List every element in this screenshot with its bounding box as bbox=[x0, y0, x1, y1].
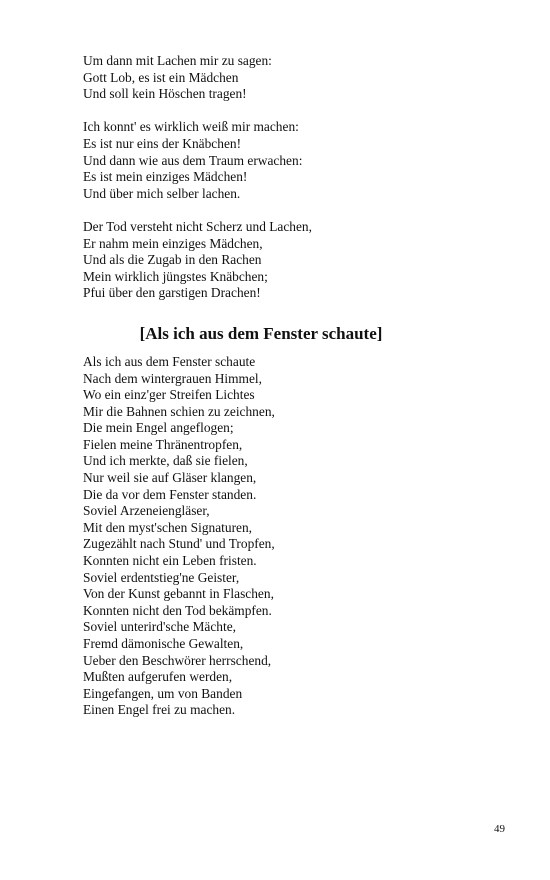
poem-line: Als ich aus dem Fenster schaute bbox=[83, 353, 256, 369]
page-number: 49 bbox=[494, 823, 505, 835]
poem-line: Der Tod versteht nicht Scherz und Lachen, bbox=[83, 218, 312, 234]
poem-line: Eingefangen, um von Banden bbox=[83, 685, 243, 701]
poem-line: Und soll kein Höschen tragen! bbox=[83, 86, 247, 102]
poem-2-body bbox=[83, 354, 523, 719]
poem-line: Ueber den Beschwörer herrschend, bbox=[83, 652, 272, 668]
poem-line: Konnten nicht den Tod bekämpfen. bbox=[83, 602, 272, 618]
poem-line: Wo ein einz'ger Streifen Lichtes bbox=[83, 387, 255, 403]
stanza-2 bbox=[83, 119, 523, 202]
poem-line: Fielen meine Thränentropfen, bbox=[83, 436, 243, 452]
poem-line: Die da vor dem Fenster standen. bbox=[83, 486, 257, 502]
poem-line: Und ich merkte, daß sie fielen, bbox=[83, 453, 248, 469]
stanza-gap bbox=[83, 103, 523, 120]
poem-line: Mein wirklich jüngstes Knäbchen; bbox=[83, 268, 268, 284]
poem-line: Er nahm mein einziges Mädchen, bbox=[83, 235, 263, 251]
poem-line: Soviel Arzeneiengläser, bbox=[83, 503, 210, 519]
poem-line: Pfui über den garstigen Drachen! bbox=[83, 285, 261, 301]
stanza-3 bbox=[83, 219, 523, 302]
poem-line: Um dann mit Lachen mir zu sagen: bbox=[83, 53, 272, 68]
poem-line: Konnten nicht ein Leben fristen. bbox=[83, 553, 257, 569]
poem-line: Mir die Bahnen schien zu zeichnen, bbox=[83, 403, 275, 419]
poem-line: Nach dem wintergrauen Himmel, bbox=[83, 370, 262, 386]
poem-line: Es ist nur eins der Knäbchen! bbox=[83, 135, 242, 151]
stanza-gap bbox=[83, 202, 523, 219]
poem-line: Und über mich selber lachen. bbox=[83, 185, 241, 201]
poem-line: Fremd dämonische Gewalten, bbox=[83, 636, 244, 651]
poem-line: Mußten aufgerufen werden, bbox=[83, 669, 233, 685]
poem-title: [Als ich aus dem Fenster schaute] bbox=[139, 323, 383, 343]
poem-line: Zugezählt nach Stund' und Tropfen, bbox=[83, 536, 275, 552]
poem-line: Es ist mein einziges Mädchen! bbox=[83, 169, 248, 185]
poem-line: Mit den myst'schen Signaturen, bbox=[83, 519, 253, 535]
poem-line: Und als die Zugab in den Rachen bbox=[83, 252, 262, 268]
stanza-1 bbox=[83, 53, 523, 103]
poem-line: Gott Lob, es ist ein Mädchen bbox=[83, 69, 239, 85]
page-body bbox=[83, 53, 523, 719]
poem-line: Soviel erdentstieg'ne Geister, bbox=[83, 569, 240, 585]
poem-line: Von der Kunst gebannt in Flaschen, bbox=[83, 586, 274, 602]
poem-line: Nur weil sie auf Gläser klangen, bbox=[83, 470, 257, 486]
poem-line: Einen Engel frei zu machen. bbox=[83, 702, 236, 718]
poem-line: Soviel unterird'sche Mächte, bbox=[83, 619, 237, 635]
poem-line: Und dann wie aus dem Traum erwachen: bbox=[83, 152, 303, 168]
poem-line: Ich konnt' es wirklich weiß mir machen: bbox=[83, 119, 299, 135]
poem-line: Die mein Engel angeflogen; bbox=[83, 420, 234, 436]
